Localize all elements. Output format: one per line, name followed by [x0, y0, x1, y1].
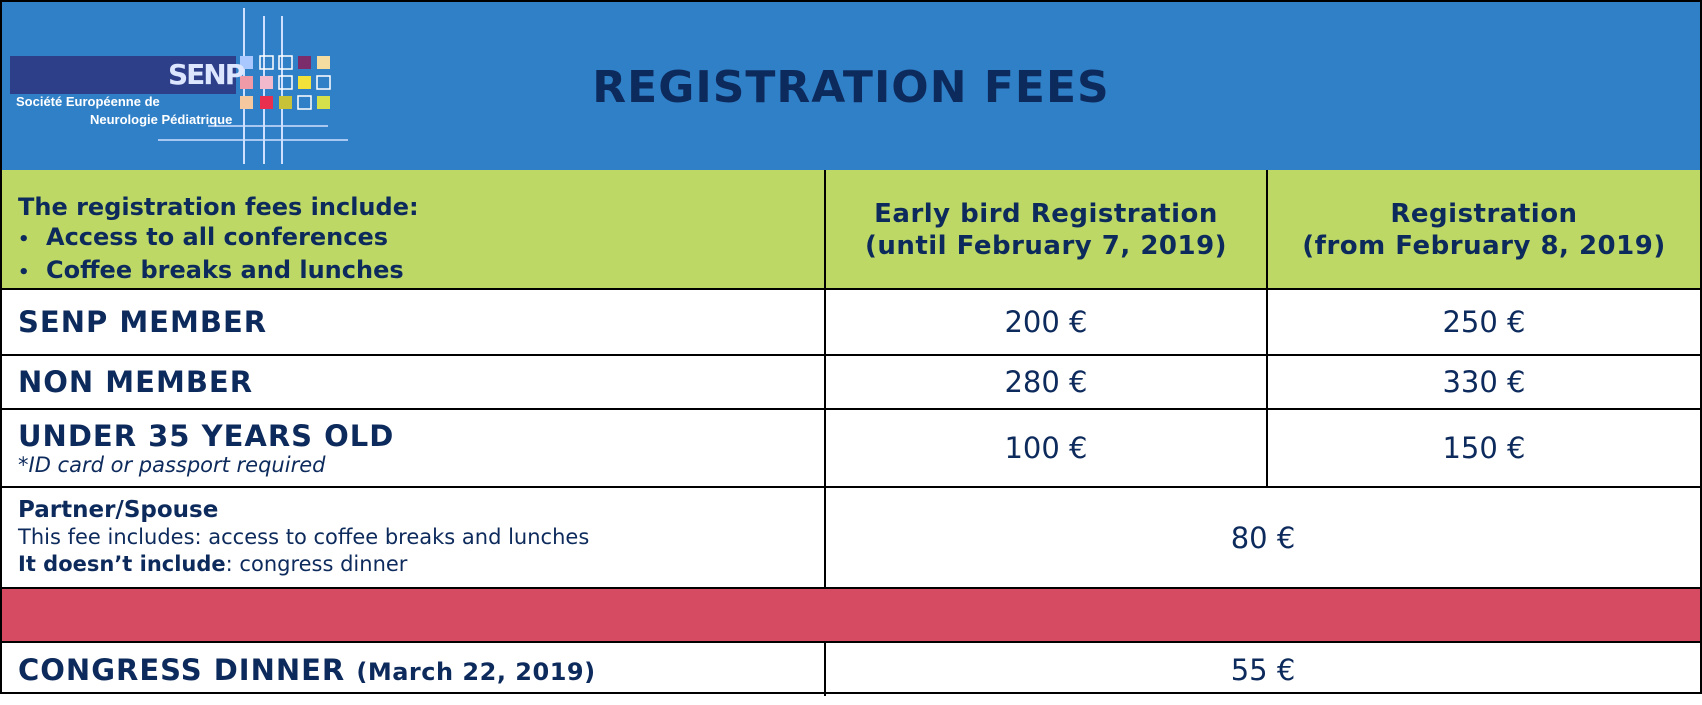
separator-row — [2, 589, 1700, 643]
includes-item: • Access to all conferences — [18, 222, 824, 255]
regular-fee: 150 € — [1442, 431, 1526, 465]
partner-fee: 80 € — [1230, 520, 1296, 555]
includes-cell — [2, 170, 826, 288]
header-banner — [2, 2, 1700, 172]
logo-abbreviation: SENP — [168, 58, 244, 91]
table-row — [2, 410, 1700, 488]
regular-fee: 330 € — [1442, 365, 1526, 399]
page-title: REGISTRATION FEES — [592, 62, 1110, 113]
bullet-icon: • — [18, 262, 30, 283]
dinner-date: (March 22, 2019) — [356, 657, 596, 686]
row-label: NON MEMBER — [18, 365, 254, 399]
column-header-registration: Registration (from February 8, 2019) — [1302, 199, 1666, 261]
partner-row — [2, 488, 1700, 589]
early-fee: 280 € — [826, 356, 1268, 408]
row-note: *ID card or passport required — [18, 453, 326, 477]
bullet-icon: • — [18, 229, 30, 250]
early-fee: 100 € — [826, 410, 1268, 486]
includes-title: The registration fees include: — [18, 193, 419, 221]
regular-fee: 250 € — [1442, 305, 1526, 339]
column-header-early-bird: Early bird Registration (until February 7, 2019) — [826, 170, 1268, 288]
table-row — [2, 290, 1700, 356]
partner-includes: This fee includes: access to coffee breaks and lunches — [18, 525, 590, 549]
dinner-label: CONGRESS DINNER (March 22, 2019) — [18, 652, 596, 687]
row-label: UNDER 35 YEARS OLD — [18, 419, 395, 453]
logo-text-line2: Neurologie Pédiatrique — [90, 112, 233, 127]
table-header-row — [2, 170, 1700, 290]
table-row — [2, 356, 1700, 410]
partner-label: Partner/Spouse — [18, 497, 219, 523]
partner-excludes: It doesn’t include: congress dinner — [18, 552, 408, 576]
includes-item: • Coffee breaks and lunches — [18, 255, 824, 288]
dinner-fee: 55 € — [1230, 652, 1296, 687]
logo-text-line1: Société Européenne de — [16, 94, 160, 109]
dinner-row — [2, 643, 1700, 696]
early-fee: 200 € — [826, 290, 1268, 354]
row-label: SENP MEMBER — [18, 305, 268, 339]
